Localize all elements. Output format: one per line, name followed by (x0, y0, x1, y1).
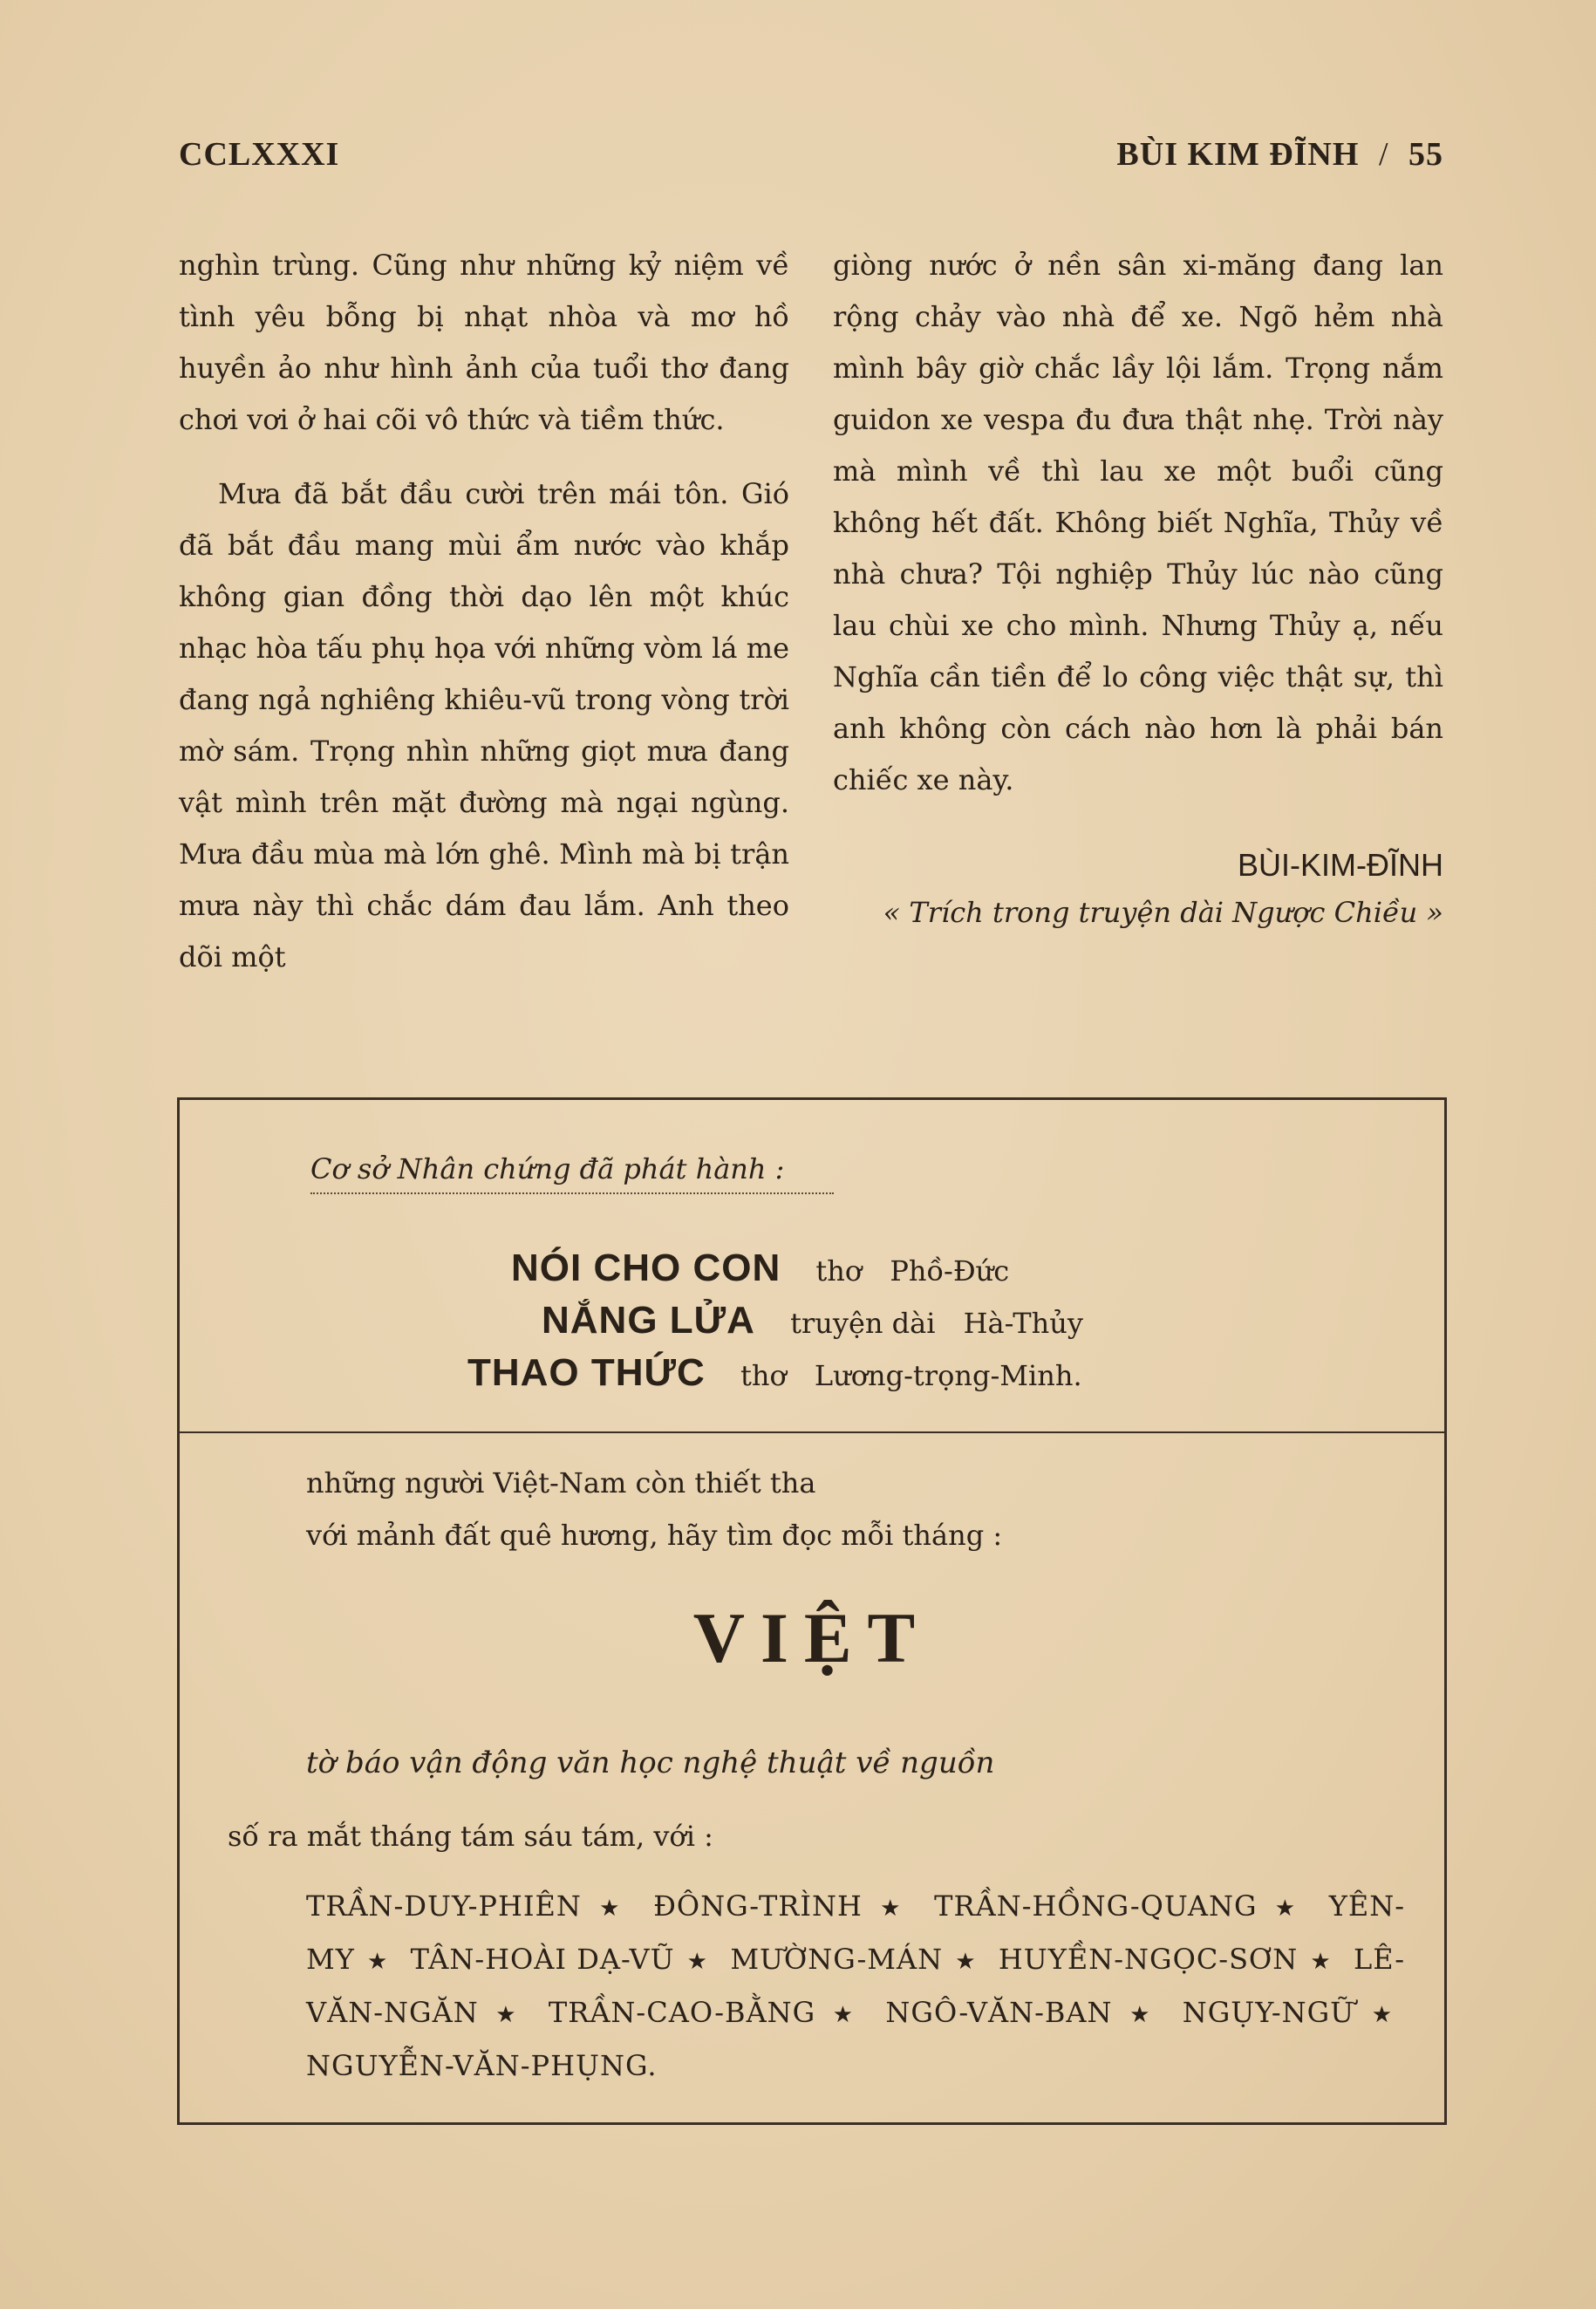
book-author: Hà-Thủy (963, 1307, 1083, 1340)
contributor: NGỤY-NGỮ (1182, 1996, 1355, 2029)
box-divider (180, 1431, 1444, 1433)
star-icon: ★ (1269, 1896, 1302, 1922)
contributor: TRẦN-DUY-PHIÊN (306, 1889, 582, 1923)
contributor: YÊN-MY (306, 1889, 1406, 1976)
publisher-intro: Cơ sở Nhân chứng đã phát hành : (310, 1152, 834, 1194)
star-icon: ★ (955, 1949, 977, 1975)
magazine-title: VIỆT (692, 1598, 931, 1677)
book-listing (467, 1351, 1082, 1395)
star-icon: ★ (593, 1896, 626, 1922)
left-column (179, 240, 789, 1006)
running-head-author: BÙI KIM ĐĨNH (1116, 136, 1360, 173)
contributor: LÊ-VĂN-NGĂN (306, 1943, 1405, 2029)
star-icon: ★ (1124, 2002, 1156, 2028)
contributor: TRẦN-HỒNG-QUANG (934, 1889, 1258, 1923)
book-listing (542, 1299, 1083, 1342)
star-icon: ★ (1310, 1949, 1332, 1975)
excerpt-source: « Trích trong truyện dài Ngược Chiều » (883, 896, 1443, 929)
book-author: Phồ-Đức (890, 1254, 1010, 1288)
advertisement-box (177, 1097, 1447, 2125)
contributor: NGÔ-VĂN-BAN (885, 1996, 1113, 2029)
contributor-list (306, 1881, 1405, 2091)
issue-announcement: số ra mắt tháng tám sáu tám, với : (228, 1820, 713, 1853)
author-signature: BÙI-KIM-ĐĨNH (1238, 847, 1443, 883)
paragraph: Mưa đã bắt đầu cười trên mái tôn. Gió đã bắt đầu mang mùi ẩm nước vào khắp không gian đồng thời dạo lên một khúc nhạc hòa tấu phụ họa với những vòm lá me đang ngả nghiêng khiêu-vũ trong vòng trời mờ sám. Trọng nhìn những giọt mưa đang vật mình trên mặt đường mà ngại ngùng. Mưa đầu mùa mà lớn ghê. Mình mà bị trận mưa này thì chắc dám đau lắm. Anh theo dõi một (179, 477, 789, 973)
book-title: NÓI CHO CON (511, 1247, 781, 1289)
contributor: ĐÔNG-TRÌNH (653, 1889, 863, 1923)
star-icon: ★ (1367, 2002, 1394, 2028)
book-genre: truyện dài (790, 1307, 936, 1340)
contributor: NGUYỄN-VĂN-PHỤNG. (306, 2049, 658, 2082)
star-icon: ★ (686, 1949, 709, 1975)
book-title: NẮNG LỬA (542, 1299, 755, 1342)
page-header (179, 135, 1443, 188)
right-column (833, 240, 1443, 935)
star-icon: ★ (490, 2002, 522, 2028)
running-head (1116, 135, 1443, 174)
book-listing (511, 1247, 1009, 1290)
contributor: TRẦN-CAO-BẰNG (548, 1996, 816, 2029)
book-author: Lương-trọng-Minh. (814, 1359, 1082, 1392)
paragraph: giòng nước ở nền sân xi-măng đang lan rộng chảy vào nhà để xe. Ngõ hẻm nhà mình bây giờ chắc lầy lội lắm. Trọng nắm guidon xe vespa đu đưa thật nhẹ. Trời này mà mình về thì lau xe một buổi cũng không hết đất. Không biết Nghĩa, Thủy về nhà chưa? Tội nghiệp Thủy lúc nào cũng lau chùi xe cho mình. Nhưng Thủy ạ, nếu Nghĩa cần tiền để lo công việc thật sự, thì anh không còn cách nào hơn là phải bán chiếc xe này. (833, 249, 1443, 796)
magazine-tagline: tờ báo vận động văn học nghệ thuật về nguồn (306, 1745, 995, 1780)
contributor: TÂN-HOÀI DẠ-VŨ (410, 1943, 675, 1976)
contributor: HUYỀN-NGỌC-SƠN (998, 1943, 1299, 1976)
star-icon: ★ (366, 1949, 389, 1975)
page-number: 55 (1408, 136, 1443, 173)
star-icon: ★ (828, 2002, 859, 2028)
invite-line: những người Việt-Nam còn thiết tha (306, 1466, 816, 1499)
contributor: MƯỜNG-MÁN (730, 1943, 944, 1976)
paragraph: nghìn trùng. Cũng như những kỷ niệm về tình yêu bỗng bị nhạt nhòa và mơ hồ huyền ảo như hình ảnh của tuổi thơ đang chơi vơi ở hai cõi vô thức và tiềm thức. (179, 249, 789, 436)
book-genre: thơ (815, 1254, 863, 1288)
book-title: THAO THỨC (467, 1351, 706, 1394)
invite-line: với mảnh đất quê hương, hãy tìm đọc mỗi tháng : (306, 1519, 1003, 1552)
header-separator: / (1378, 136, 1389, 173)
issue-number: CCLXXXI (179, 136, 340, 173)
book-genre: thơ (740, 1359, 787, 1392)
star-icon: ★ (874, 1896, 907, 1922)
